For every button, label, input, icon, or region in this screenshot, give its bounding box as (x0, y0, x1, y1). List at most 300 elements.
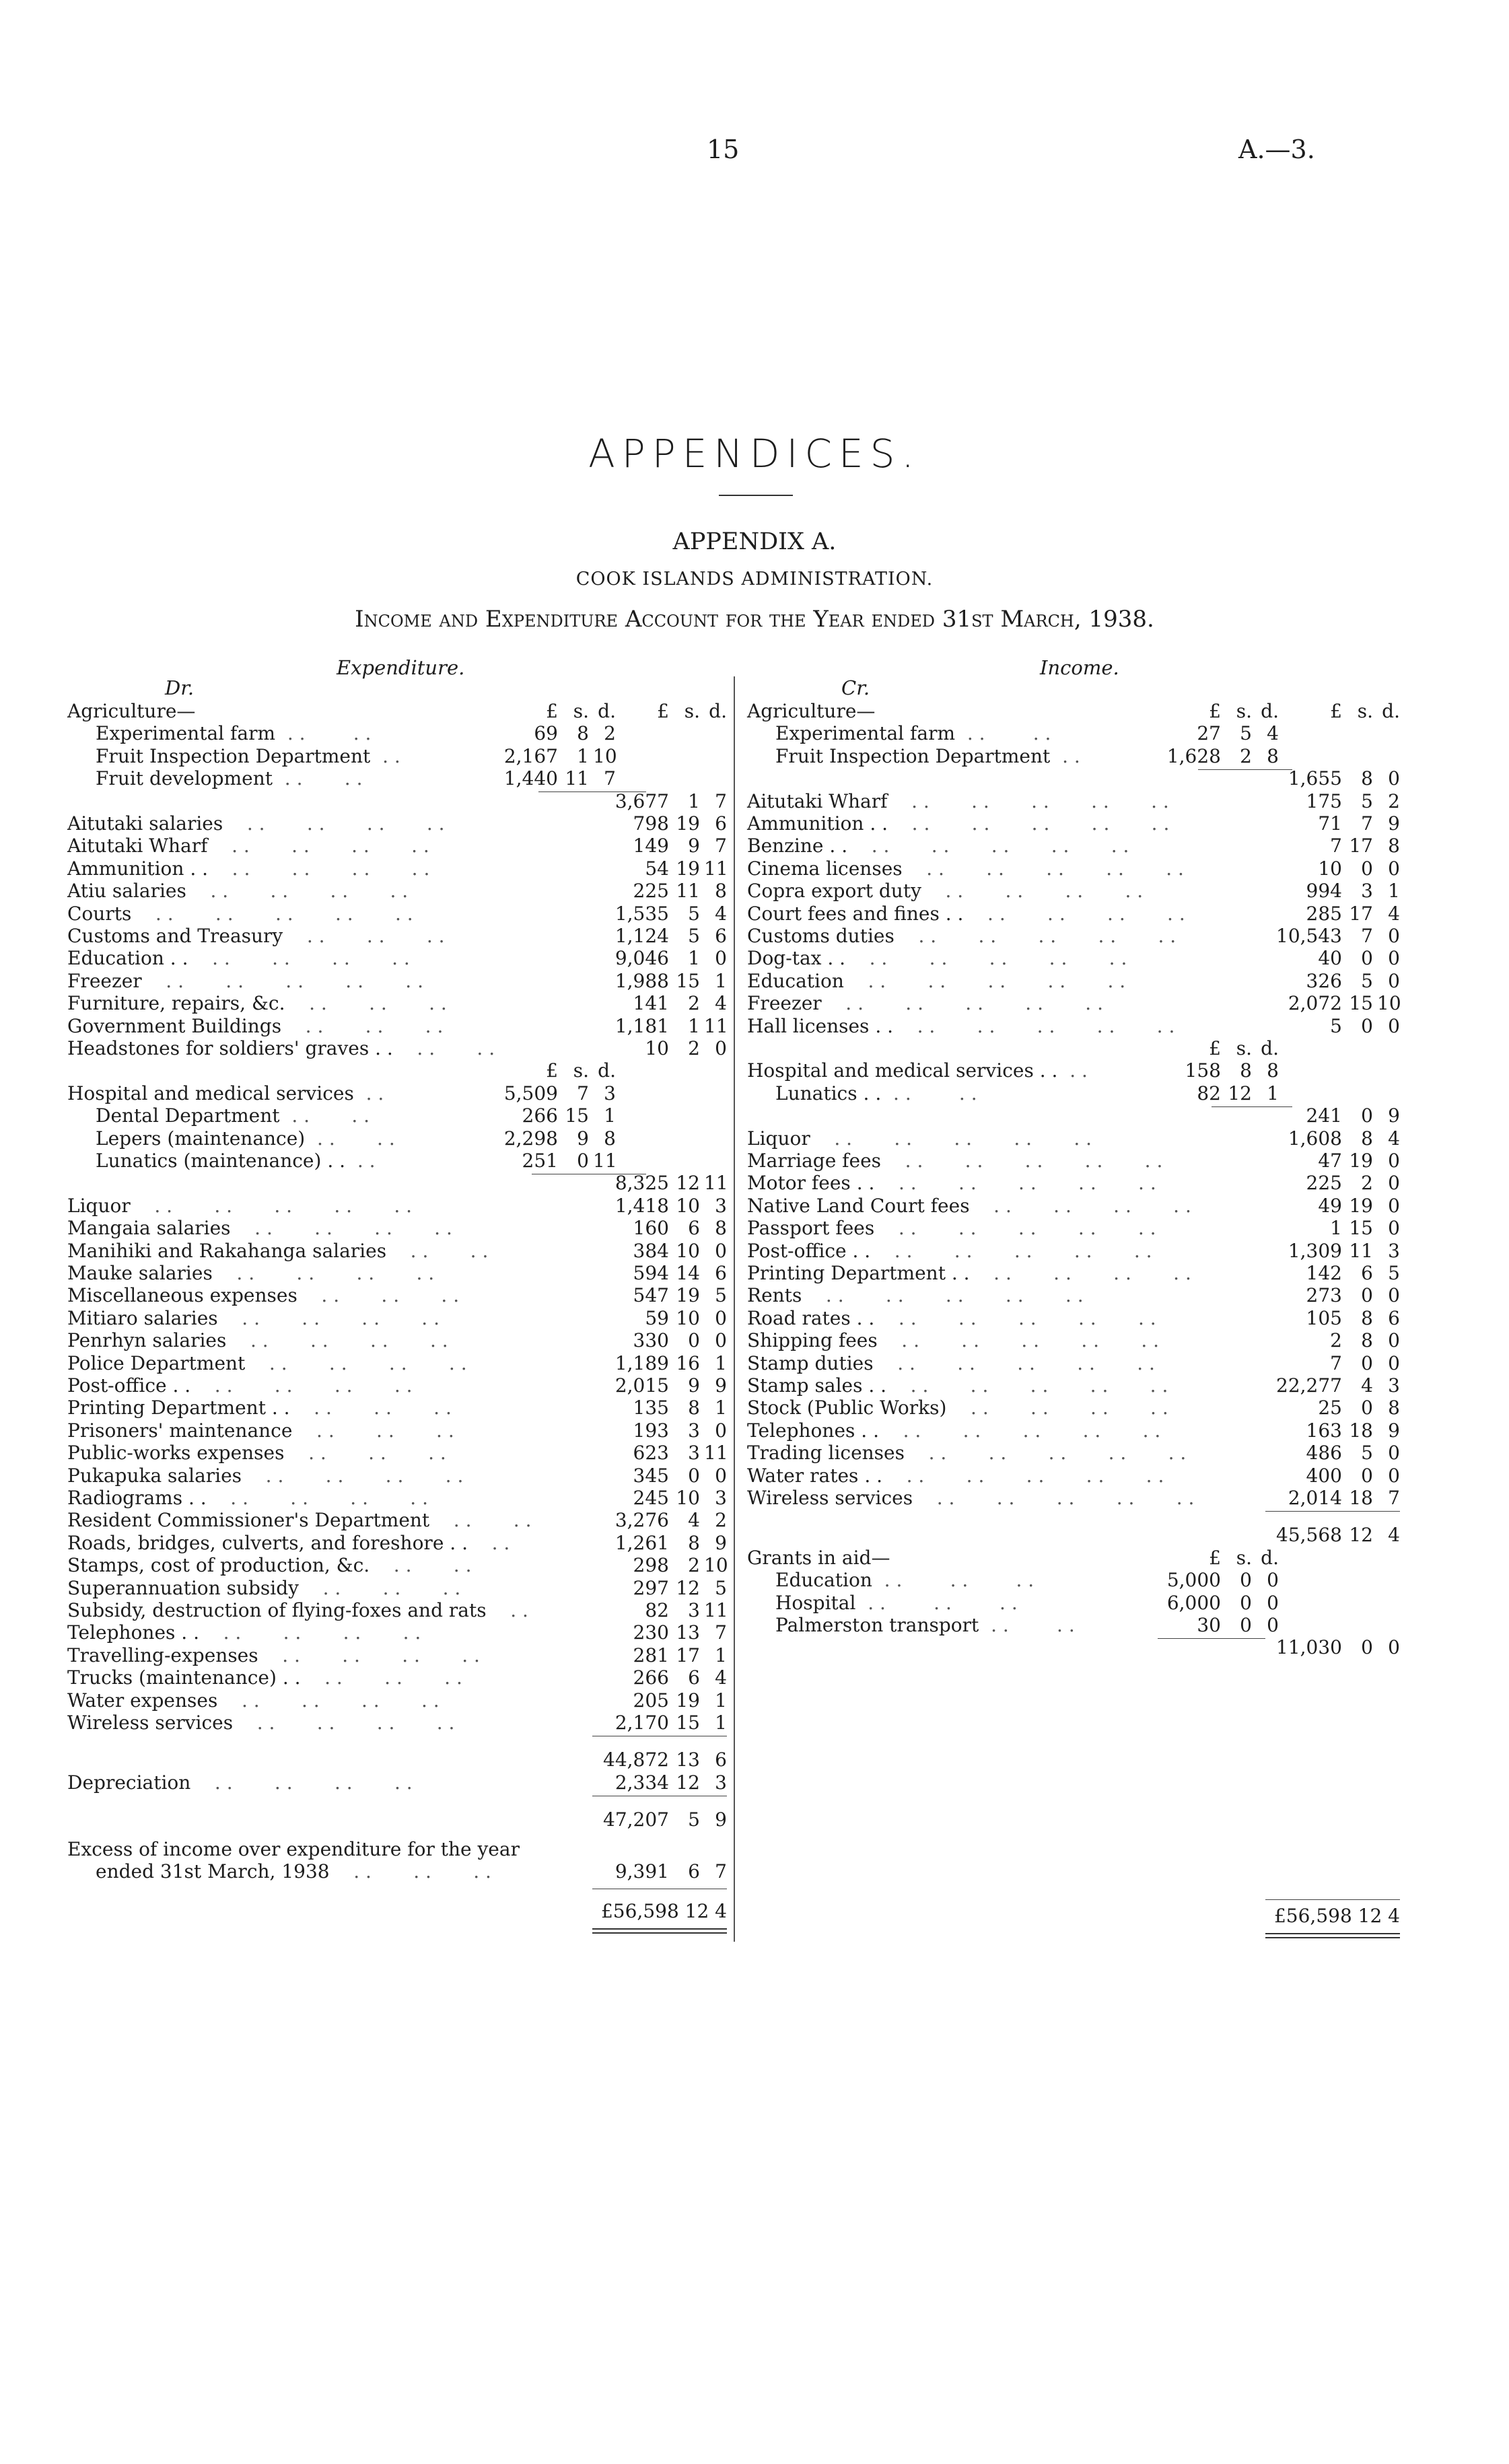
income-item (747, 1262, 1420, 1284)
row-label (67, 1037, 495, 1059)
shillings: 12 (676, 1172, 700, 1195)
pence: 7 (715, 1621, 727, 1644)
row-label (775, 1569, 1034, 1591)
leader-dots: . . . . . . (283, 925, 445, 947)
row-label (67, 1352, 467, 1374)
row-label (67, 1689, 440, 1712)
pounds: 994 (1306, 880, 1342, 903)
expenditure-item (67, 947, 727, 969)
shilling-header: s. (1236, 1546, 1252, 1569)
pence-header: d. (1382, 700, 1400, 722)
label-text: Furniture, repairs, &c. (67, 992, 285, 1015)
pounds: 225 (633, 880, 669, 903)
shillings: 16 (676, 1351, 700, 1374)
pounds: 149 (633, 835, 669, 857)
label-text: Trucks (maintenance) . . (67, 1666, 301, 1689)
pence-header: d. (709, 700, 727, 722)
pence: 0 (1388, 1464, 1400, 1487)
row-label (747, 857, 1184, 880)
pounds: 44,872 (603, 1749, 669, 1771)
hospital-item (67, 1104, 727, 1127)
income-item (747, 790, 1420, 812)
expenditure-item (67, 1195, 727, 1217)
shillings: 8 (1361, 1127, 1373, 1150)
row-label (67, 1419, 454, 1442)
leader-dots: . . . . (279, 1104, 370, 1127)
row-label (67, 1712, 454, 1734)
agriculture-item (67, 767, 727, 789)
shillings: 8 (1240, 1059, 1252, 1082)
leader-dots: . . . . . . . . . . (141, 969, 423, 992)
income-item (747, 1397, 1420, 1419)
pounds: 141 (633, 992, 669, 1015)
leader-dots: . . . . (881, 1082, 977, 1104)
shillings: 15 (565, 1104, 589, 1127)
shillings: 19 (676, 1284, 700, 1307)
row-label (747, 790, 1169, 812)
pounds: 1,124 (615, 925, 669, 947)
shillings: 2 (688, 992, 700, 1015)
label-text: Wireless services (747, 1487, 913, 1509)
pence: 7 (715, 1860, 727, 1882)
pounds: 7 (1330, 835, 1342, 857)
page-number: 15 (707, 135, 740, 164)
income-item (747, 1150, 1420, 1172)
pence: 7 (604, 767, 616, 790)
leader-dots: . . . . . . . . . . (877, 1329, 1160, 1352)
leader-dots: . . . . . . . . (188, 947, 410, 970)
pence: 8 (1267, 744, 1279, 767)
leader-dots: . . . . . . . . . . (874, 1306, 1156, 1329)
row-label (747, 1059, 1088, 1082)
label-text: Ammunition . . (67, 857, 209, 880)
pounds: 71 (1318, 812, 1342, 835)
label-text: Experimental farm (775, 722, 956, 745)
label-text: Stock (Public Works) (747, 1397, 947, 1419)
income-item (747, 992, 1420, 1014)
shillings: 10 (676, 1194, 700, 1217)
pounds: 285 (1306, 902, 1342, 925)
pound-header: £ (1209, 1546, 1221, 1569)
leader-dots: . . . . (386, 1239, 489, 1262)
pounds: 3,677 (615, 789, 669, 812)
pounds: 297 (633, 1576, 669, 1599)
shillings: 9 (688, 835, 700, 857)
pounds: 1,440 (503, 767, 558, 790)
shillings: 15 (676, 1712, 700, 1734)
label-text: Road rates . . (747, 1306, 875, 1329)
leader-dots: . . . . . . . . . . (913, 1487, 1195, 1509)
pence: 11 (593, 1150, 617, 1172)
pounds: 10,543 (1276, 925, 1342, 947)
leader-dots: . . . . . . . . (963, 902, 1185, 925)
pounds: 82 (1197, 1082, 1221, 1104)
income-subtotal (747, 1524, 1420, 1546)
pence: 4 (1388, 1127, 1400, 1150)
income-item (747, 880, 1420, 902)
pounds: 384 (633, 1239, 669, 1262)
label-text: Grants in aid— (747, 1546, 890, 1569)
income-item (747, 925, 1420, 947)
pence: 0 (1267, 1569, 1279, 1592)
label-text: Government Buildings (67, 1014, 282, 1037)
expenditure-item (67, 1397, 727, 1419)
leader-dots: . . . . . . . . . . (879, 1419, 1161, 1442)
row-label (67, 1195, 412, 1217)
label-text: Mitiaro salaries (67, 1306, 218, 1329)
leader-dots: . . (486, 1599, 528, 1621)
pounds: 2 (1330, 1329, 1342, 1352)
label-text: Public-works expenses (67, 1442, 285, 1465)
leader-dots: . . . . . . . . (242, 1464, 464, 1487)
pounds: 1,988 (615, 969, 669, 992)
leader-dots: . . . . (392, 1037, 495, 1059)
agriculture-heading (67, 700, 727, 722)
pence: 0 (1388, 969, 1400, 992)
label-text: Liquor (67, 1194, 131, 1217)
income-item (747, 1015, 1420, 1037)
shilling-header: s. (573, 1059, 589, 1082)
row-label (67, 970, 423, 992)
shillings: 17 (676, 1644, 700, 1666)
expenditure-item (67, 880, 727, 902)
pence: 8 (1388, 1397, 1400, 1419)
pence: 1 (715, 1644, 727, 1666)
row-label (747, 1374, 1168, 1397)
shillings: 6 (1361, 1262, 1373, 1284)
pence: 0 (1388, 1172, 1400, 1195)
pence: 11 (704, 1599, 728, 1621)
label-text: Excess of income over expenditure for the year (67, 1837, 520, 1860)
leader-dots: . . (353, 1082, 384, 1104)
pence: 9 (1388, 1104, 1400, 1127)
label-text: Aitutaki Wharf (67, 835, 208, 857)
leader-dots: . . . . . . (284, 1442, 446, 1465)
pence: 7 (1388, 1487, 1400, 1509)
label-text: Roads, bridges, culverts, and foreshore . . (67, 1531, 468, 1554)
leader-dots: . . . . . . . . (206, 1487, 429, 1509)
leader-dots: . . . . . . . . (190, 1374, 413, 1397)
leader-dots: . . . . . . . . . . (843, 969, 1126, 992)
pence: 5 (715, 1576, 727, 1599)
pounds: 1,535 (615, 902, 669, 925)
shillings: 13 (676, 1621, 700, 1644)
label-text: Subsidy, destruction of flying-foxes and rats (67, 1599, 487, 1621)
leader-dots: . . . . . . . . . . (821, 992, 1103, 1015)
income-item (747, 1419, 1420, 1442)
expenditure-item (67, 1015, 727, 1037)
leader-dots: . . . . . . . . (186, 880, 409, 903)
row-label (747, 1547, 890, 1569)
shillings: 12 (676, 1576, 700, 1599)
pence-header: d. (1261, 1546, 1279, 1569)
row-label (96, 745, 400, 767)
shillings: 10 (676, 1487, 700, 1509)
row-label (747, 1150, 1162, 1172)
pounds: 3,276 (615, 1509, 669, 1532)
row-label (747, 1172, 1156, 1194)
leader-dots: . . . . . . (298, 1576, 461, 1599)
shillings: 6 (688, 1666, 700, 1689)
pence: 4 (715, 902, 727, 925)
label-text: Customs and Treasury (67, 925, 283, 947)
label-text: Lunatics (maintenance) . . (96, 1150, 346, 1172)
row-label (67, 1397, 452, 1419)
row-label (67, 1262, 434, 1284)
label-text: Hospital and medical services (67, 1082, 354, 1104)
label-text: Telephones . . (67, 1621, 199, 1644)
shillings: 8 (1361, 1306, 1373, 1329)
pence: 8 (715, 1217, 727, 1240)
label-text: Shipping fees (747, 1329, 878, 1352)
income-agriculture-total (747, 767, 1420, 789)
pounds: 163 (1306, 1419, 1342, 1442)
label-text: Ammunition . . (747, 812, 888, 835)
income-item (747, 970, 1420, 992)
leader-dots: . . . . (429, 1509, 532, 1532)
label-text: Printing Department . . (747, 1262, 970, 1284)
leader-dots: . . . . (272, 767, 363, 790)
row-label (775, 1592, 1018, 1614)
label-text: Fruit development (96, 767, 273, 790)
agriculture-total (67, 790, 727, 812)
expenditure-item (67, 1419, 727, 1442)
pence: 0 (1388, 857, 1400, 880)
pounds: 2,298 (503, 1127, 558, 1150)
pounds: 230 (633, 1621, 669, 1644)
pence-header: d. (1261, 700, 1279, 722)
leader-dots: . . . . . . . . . . (810, 1127, 1092, 1150)
pounds: 330 (633, 1329, 669, 1352)
row-label (96, 1104, 370, 1127)
pence: 10 (1377, 992, 1401, 1015)
expenditure-item (67, 1666, 727, 1689)
shillings: 0 (1240, 1569, 1252, 1592)
shillings: 3 (688, 1419, 700, 1442)
row-label (747, 925, 1176, 947)
row-label (67, 1532, 510, 1554)
pence: 7 (715, 835, 727, 857)
leader-dots: . . . . . . . . . . (131, 902, 413, 925)
excess-row-line2 (67, 1860, 727, 1882)
label-text: Manihiki and Rakahanga salaries (67, 1239, 387, 1262)
leader-dots: . . . . . . (300, 1666, 462, 1689)
shillings: 8 (1361, 1329, 1373, 1352)
expenditure-item (67, 970, 727, 992)
debit-label: Dr. (165, 676, 195, 699)
pounds: 9,046 (615, 947, 669, 970)
row-label (67, 1465, 463, 1487)
pounds: 9,391 (615, 1860, 669, 1882)
row-label (67, 1082, 384, 1104)
pence: 1 (715, 1689, 727, 1712)
pounds: 59 (645, 1306, 669, 1329)
shillings: 19 (1349, 1150, 1373, 1172)
pounds: 54 (645, 857, 669, 880)
pounds: 2,015 (615, 1374, 669, 1397)
pounds: 273 (1306, 1284, 1342, 1307)
pounds: 798 (633, 812, 669, 835)
row-label (96, 722, 371, 744)
expenditure-item (67, 1532, 727, 1554)
pence-header: d. (598, 700, 616, 722)
subtotal-rule (1265, 1511, 1400, 1512)
pounds: 400 (1306, 1464, 1342, 1487)
row-label (775, 722, 1051, 744)
row-label (747, 1465, 1164, 1487)
row-label (775, 1082, 977, 1104)
row-label (747, 1127, 1092, 1150)
label-text: Prisoners' maintenance (67, 1419, 293, 1442)
grants-total (747, 1636, 1420, 1658)
center-divider (734, 676, 735, 1942)
shillings: 3 (1361, 880, 1373, 903)
pounds: 7 (1330, 1351, 1342, 1374)
pence: 5 (1388, 1262, 1400, 1284)
title-rule (719, 495, 793, 496)
leader-dots: . . . . . . (872, 1569, 1034, 1592)
label-text: Post-office . . (747, 1239, 871, 1262)
pence: 0 (715, 1329, 727, 1352)
leader-dots: . . . . . . . . (190, 1771, 413, 1794)
shillings: 10 (676, 1239, 700, 1262)
row-label (747, 880, 1143, 902)
pounds: 40 (1318, 947, 1342, 970)
label-text: Court fees and fines . . (747, 902, 964, 925)
administration-heading: COOK ISLANDS ADMINISTRATION. (575, 569, 934, 590)
label-text: Copra export duty (747, 880, 921, 903)
pounds: 69 (534, 722, 558, 745)
label-text: Travelling-expenses (67, 1644, 258, 1666)
expenditure-item (67, 1352, 727, 1374)
pence-header: d. (598, 1059, 616, 1082)
leader-dots: . . (1057, 1059, 1088, 1082)
pence: 6 (715, 812, 727, 835)
income-agriculture-item (747, 722, 1420, 744)
row-label (67, 1577, 460, 1599)
leader-dots: . . . . . . . . (258, 1644, 480, 1666)
pounds: 205 (633, 1689, 669, 1712)
leader-dots: . . . . . . . . (233, 1712, 455, 1734)
row-label (775, 745, 1080, 767)
row-label (747, 1442, 1186, 1464)
pounds: 82 (645, 1599, 669, 1621)
account-heading: Income and Expenditure Account for the Year ended 31st March, 1938. (355, 606, 1154, 633)
leader-dots: . . . . . . . . (921, 880, 1144, 903)
leader-dots: . . . . . . . . . . (894, 925, 1177, 947)
row-label (747, 992, 1103, 1014)
income-agriculture-item (747, 745, 1420, 767)
double-rule (592, 1928, 727, 1934)
label-text: Native Land Court fees (747, 1194, 970, 1217)
shillings: 0 (1361, 1284, 1373, 1307)
pence: 3 (1388, 1239, 1400, 1262)
pounds: 345 (633, 1464, 669, 1487)
leader-dots: . . . . . . (289, 1397, 452, 1419)
row-label (67, 1771, 413, 1794)
expenditure-item (67, 1599, 727, 1621)
pounds: 5,000 (1166, 1569, 1221, 1592)
agriculture-item (67, 745, 727, 767)
shillings: 15 (1349, 992, 1373, 1015)
label-text: Pukapuka salaries (67, 1464, 242, 1487)
pounds: 1,655 (1288, 767, 1342, 790)
pence: 3 (604, 1082, 616, 1104)
pence: 4 (1388, 1524, 1400, 1547)
pounds: 1,418 (615, 1194, 669, 1217)
shillings: 9 (688, 1374, 700, 1397)
shillings: 0 (1240, 1591, 1252, 1614)
row-label (747, 947, 1127, 969)
label-text: Trading licenses (747, 1442, 905, 1465)
expenditure-item (67, 835, 727, 857)
pounds: 47 (1318, 1150, 1342, 1172)
shilling-header: s. (1236, 1037, 1252, 1059)
leader-dots: . . . . . . (297, 1284, 460, 1307)
pounds: 225 (1306, 1172, 1342, 1195)
pence: 0 (715, 1464, 727, 1487)
shillings: 12 (676, 1771, 700, 1794)
label-text: Depreciation (67, 1771, 191, 1794)
expenditure-item (67, 1577, 727, 1599)
grant-item (747, 1614, 1420, 1636)
label-text: Freezer (67, 969, 142, 992)
pence: 8 (1267, 1059, 1279, 1082)
row-label (747, 970, 1125, 992)
pounds: 241 (1306, 1104, 1342, 1127)
leader-dots: . . . . . . . . (226, 1329, 448, 1352)
shillings: 5 (1361, 969, 1373, 992)
row-label (747, 1284, 1084, 1306)
shillings: 8 (688, 1531, 700, 1554)
shillings: 11 (565, 767, 589, 790)
shillings: 0 (1361, 1351, 1373, 1374)
shillings: 7 (1361, 925, 1373, 947)
label-text: Aitutaki salaries (67, 812, 223, 835)
row-label (747, 700, 875, 722)
income-hospital-item (747, 1059, 1420, 1082)
row-label (67, 1621, 421, 1644)
leader-dots: . . . . . . . . (207, 835, 429, 857)
shillings: 19 (1349, 1194, 1373, 1217)
income-item (747, 857, 1420, 880)
pounds: 2,072 (1288, 992, 1342, 1015)
shillings: 1 (577, 744, 589, 767)
row-label (96, 1860, 491, 1882)
label-text: Fruit Inspection Department (775, 744, 1051, 767)
leader-dots: . . . . (275, 722, 372, 745)
shillings: 3 (688, 1442, 700, 1465)
pence: 1 (1388, 880, 1400, 903)
label-text: Penrhyn salaries (67, 1329, 227, 1352)
pounds: 49 (1318, 1194, 1342, 1217)
label-text: Superannuation subsidy (67, 1576, 299, 1599)
shillings: 12 (1228, 1082, 1252, 1104)
row-label (67, 925, 445, 947)
leader-dots: . . . . . . . . . . (870, 1239, 1152, 1262)
expenditure-subtotal (67, 1808, 727, 1831)
label-text: Police Department (67, 1351, 246, 1374)
shillings: 0 (1361, 1397, 1373, 1419)
row-label (67, 1217, 452, 1239)
expenditure-item (67, 1262, 727, 1284)
leader-dots: . . . . . . . . . . (881, 1150, 1163, 1172)
pound-header: £ (546, 700, 558, 722)
pence: 6 (715, 925, 727, 947)
pence: 7 (715, 789, 727, 812)
expenditure-item (67, 1465, 727, 1487)
expenditure-grand-total: £56,598 12 4 (600, 1900, 727, 1923)
